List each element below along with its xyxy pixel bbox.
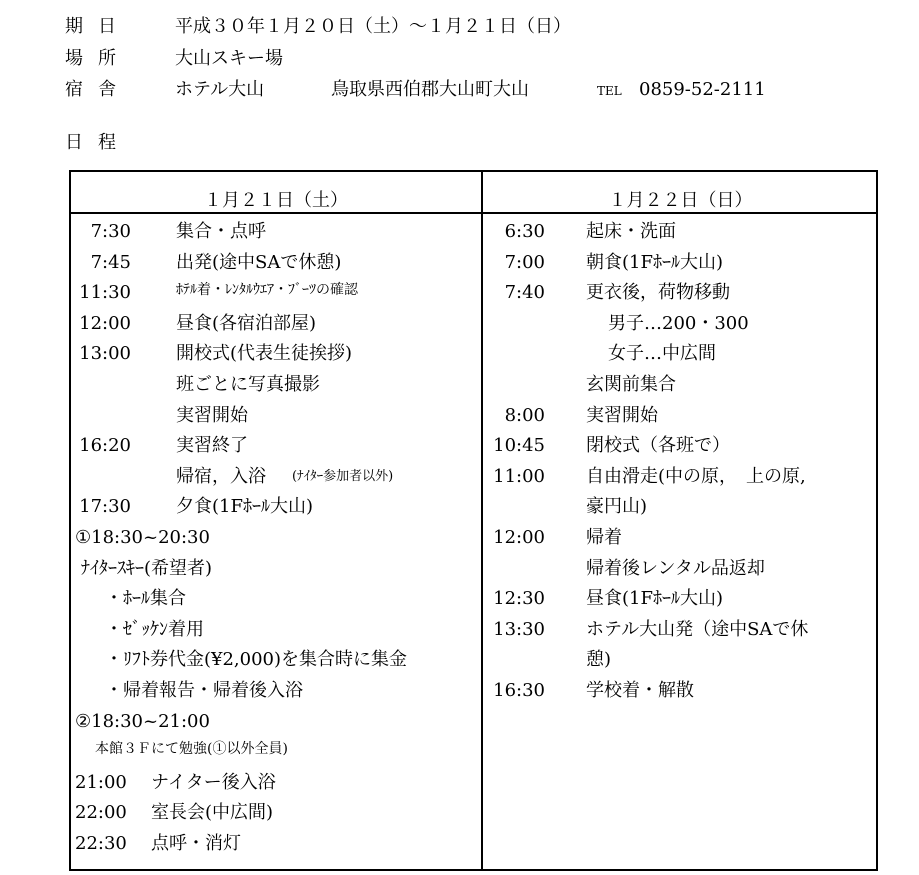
day2-row xyxy=(483,282,878,308)
schedule-heading-a: 日 xyxy=(65,132,83,153)
day1-row-text: 昼食(各宿泊部屋) xyxy=(176,312,317,334)
day2-row-text: 昼食(1Fﾎｰﾙ大山) xyxy=(586,588,723,610)
info-date-label-a: 期 xyxy=(65,16,83,37)
day1-row-note: (ﾅｲﾀｰ参加者以外) xyxy=(292,468,394,484)
day1-tail-time: 22:00 xyxy=(75,802,127,824)
day2-row-time: 12:30 xyxy=(493,588,545,610)
day1-extra-line: ②18:30~21:00 xyxy=(75,710,210,732)
day2-row-text: 起床・洗面 xyxy=(586,221,676,242)
day1-row-text: ﾎﾃﾙ着・ﾚﾝﾀﾙｳｴｱ・ﾌﾞｰﾂの確認 xyxy=(176,282,358,299)
day1-row-text: 帰宿，入浴 xyxy=(176,465,266,487)
day1-row xyxy=(71,405,479,431)
day2-row xyxy=(483,435,878,461)
header-rule xyxy=(71,212,876,214)
day1-row-text: 実習終了 xyxy=(176,435,248,457)
info-date-label-b: 日 xyxy=(98,16,116,37)
day1-row-text: 夕食(1Fﾎｰﾙ大山) xyxy=(176,496,313,518)
day1-row xyxy=(71,374,479,400)
day2-row-time: 13:30 xyxy=(493,618,545,640)
day2-row-time: 7:40 xyxy=(504,282,545,304)
tel-mark: TEL xyxy=(597,84,622,98)
info-date-value: 平成３０年１月２０日（土）～１月２１日（日） xyxy=(175,16,571,37)
day1-row xyxy=(71,252,479,278)
day2-row-time: 7:00 xyxy=(504,251,545,273)
tel-number: 0859-52-2111 xyxy=(639,79,766,100)
day2-row-text: 女子…中広間 xyxy=(608,343,716,365)
day1-row xyxy=(71,343,479,369)
day2-row xyxy=(483,313,878,339)
day2-row xyxy=(483,466,878,492)
day1-tail-text: 点呼・消灯 xyxy=(151,833,241,854)
info-place-value: 大山スキー場 xyxy=(175,48,283,69)
day1-row-text: 実習開始 xyxy=(176,404,248,426)
schedule-table xyxy=(69,170,878,871)
day1-extra-line: ・ﾎｰﾙ集合 xyxy=(105,588,186,610)
day2-row xyxy=(483,619,878,645)
day2-row-text: 豪円山) xyxy=(586,496,648,518)
day1-row-time: 16:20 xyxy=(79,435,131,457)
day1-row xyxy=(71,313,479,339)
day2-row-text: 帰着 xyxy=(586,527,622,548)
day1-row-text: 集合・点呼 xyxy=(176,221,266,242)
day2-row-text: 憩) xyxy=(586,649,612,671)
day2-header: １月２２日（日） xyxy=(608,190,753,211)
day2-row xyxy=(483,374,878,400)
day1-extra-line: ・ﾘﾌﾄ券代金(¥2,000)を集合時に集金 xyxy=(105,649,408,671)
day1-header: １月２１日（土） xyxy=(204,190,348,211)
info-place-label-b: 所 xyxy=(98,48,116,69)
day2-row-time: 16:30 xyxy=(493,680,545,701)
day2-row-time: 6:30 xyxy=(504,221,545,242)
day2-row xyxy=(483,588,878,614)
day2-row xyxy=(483,221,878,247)
day2-row xyxy=(483,649,878,675)
day1-row-time: 11:30 xyxy=(79,282,131,304)
day2-row xyxy=(483,405,878,431)
day1-row-text: 開校式(代表生徒挨拶) xyxy=(176,343,353,365)
day1-tail-row xyxy=(75,833,475,859)
info-lodging-label-a: 宿 xyxy=(65,79,83,100)
day2-row-text: 男子…200・300 xyxy=(608,312,749,334)
info-lodging-label-b: 舎 xyxy=(98,79,116,100)
day1-row xyxy=(71,496,479,522)
day1-tail-row xyxy=(75,802,475,828)
day1-extra-line: 本館３Ｆにて勉強(①以外全員) xyxy=(95,741,288,758)
day2-row-text: 更衣後，荷物移動 xyxy=(586,282,730,304)
info-lodging-value: ホテル大山 xyxy=(175,79,265,100)
day2-row-text: 帰着後レンタル品返却 xyxy=(586,557,765,579)
day2-row-time: 8:00 xyxy=(504,404,545,426)
day1-extra-line: ①18:30~20:30 xyxy=(75,527,210,548)
day1-tail-text: ナイター後入浴 xyxy=(151,771,276,793)
day2-row-text: 朝食(1Fﾎｰﾙ大山) xyxy=(586,251,723,273)
day1-row-text: 班ごとに写真撮影 xyxy=(176,374,320,395)
day2-row-text: ホテル大山発（途中SAで休 xyxy=(586,618,809,640)
day1-tail-time: 21:00 xyxy=(75,771,127,793)
day2-row-text: 実習開始 xyxy=(586,404,658,426)
day1-row xyxy=(71,282,479,308)
day1-tail-text: 室長会(中広間) xyxy=(151,802,274,824)
day1-extra-line: ・帰着報告・帰着後入浴 xyxy=(105,680,303,701)
day1-row-time: 17:30 xyxy=(79,496,131,518)
schedule-heading-b: 程 xyxy=(98,132,116,153)
day1-row-time: 12:00 xyxy=(79,312,131,334)
day1-row-time: 7:30 xyxy=(90,221,131,242)
day2-row xyxy=(483,343,878,369)
day1-row-time: 13:00 xyxy=(79,343,131,365)
day2-row-text: 閉校式（各班で） xyxy=(586,435,730,457)
day2-row-time: 11:00 xyxy=(493,465,545,487)
day2-row xyxy=(483,496,878,522)
day1-tail-row xyxy=(75,772,475,798)
day2-row-time: 10:45 xyxy=(493,435,545,457)
day1-tail-time: 22:30 xyxy=(75,833,127,854)
day1-row xyxy=(71,466,479,492)
day2-row-time: 12:00 xyxy=(493,527,545,548)
day1-row xyxy=(71,221,479,247)
day2-row-text: 玄関前集合 xyxy=(586,374,676,395)
day2-row xyxy=(483,252,878,278)
day1-row-text: 出発(途中SAで休憩) xyxy=(176,251,342,273)
day2-row-text: 学校着・解散 xyxy=(586,680,694,701)
info-lodging-address: 鳥取県西伯郡大山町大山 xyxy=(331,79,529,100)
day1-extra-line: ﾅｲﾀｰｽｷｰ(希望者) xyxy=(81,557,213,579)
day2-row-text: 自由滑走(中の原， 上の原, xyxy=(586,465,806,487)
day2-row xyxy=(483,680,878,706)
day2-row xyxy=(483,558,878,584)
day1-extra-line: ・ｾﾞｯｹﾝ着用 xyxy=(105,618,204,640)
info-place-label-a: 場 xyxy=(65,48,83,69)
day1-row-time: 7:45 xyxy=(90,251,131,273)
day2-row xyxy=(483,527,878,553)
day1-row xyxy=(71,435,479,461)
